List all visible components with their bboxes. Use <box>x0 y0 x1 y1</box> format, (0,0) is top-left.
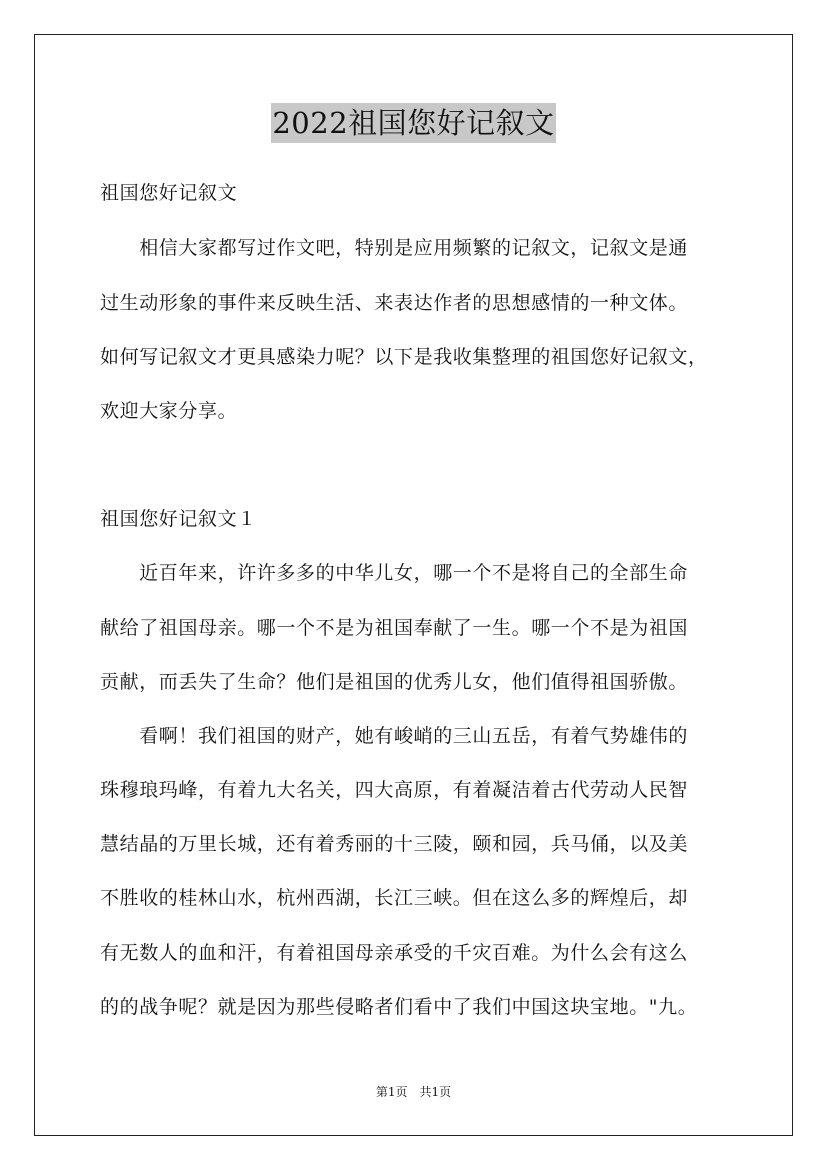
paragraph-line: 慧结晶的万里长城，还有着秀丽的十三陵，颐和园，兵马俑，以及美 <box>100 833 689 855</box>
paragraph-line: 有无数人的血和汗，有着祖国母亲承受的千灾百难。为什么会有这么 <box>100 942 689 964</box>
paragraph-line: 的的战争呢？就是因为那些侵略者们看中了我们中国这块宝地。"九。 <box>100 996 698 1018</box>
paragraph-line: 看啊！我们祖国的财产，她有峻峭的三山五岳，有着气势雄伟的 <box>100 725 689 747</box>
page-number: 第1页 <box>375 1085 408 1099</box>
paragraph-line: 献给了祖国母亲。哪一个不是为祖国奉献了一生。哪一个不是为祖国 <box>100 617 689 639</box>
paragraph-line: 贡献，而丢失了生命？他们是祖国的优秀儿女，他们值得祖国骄傲。 <box>100 671 689 693</box>
paragraph-line: 欢迎大家分享。 <box>100 400 238 422</box>
paragraph-line: 不胜收的桂林山水，杭州西湖，长江三峡。但在这么多的辉煌后，却 <box>100 887 689 909</box>
paragraph-line: 相信大家都写过作文吧，特别是应用频繁的记叙文，记叙文是通 <box>100 237 689 259</box>
page-total: 共1页 <box>419 1085 452 1099</box>
paragraph-line: 过生动形象的事件来反映生活、来表达作者的思想感情的一种文体。 <box>100 292 689 314</box>
section-heading: 祖国您好记叙文 <box>100 182 238 204</box>
paragraph-line: 如何写记叙文才更具感染力呢？以下是我收集整理的祖国您好记叙文， <box>100 346 708 368</box>
title-container <box>0 103 827 143</box>
section-heading: 祖国您好记叙文１ <box>100 508 257 530</box>
document-title: 2022祖国您好记叙文 <box>271 103 555 143</box>
paragraph-line: 珠穆琅玛峰，有着九大名关，四大高原，有着凝洁着古代劳动人民智 <box>100 779 689 801</box>
page-footer <box>0 1084 827 1100</box>
paragraph-line: 近百年来，许许多多的中华儿女，哪一个不是将自己的全部生命 <box>100 562 689 584</box>
